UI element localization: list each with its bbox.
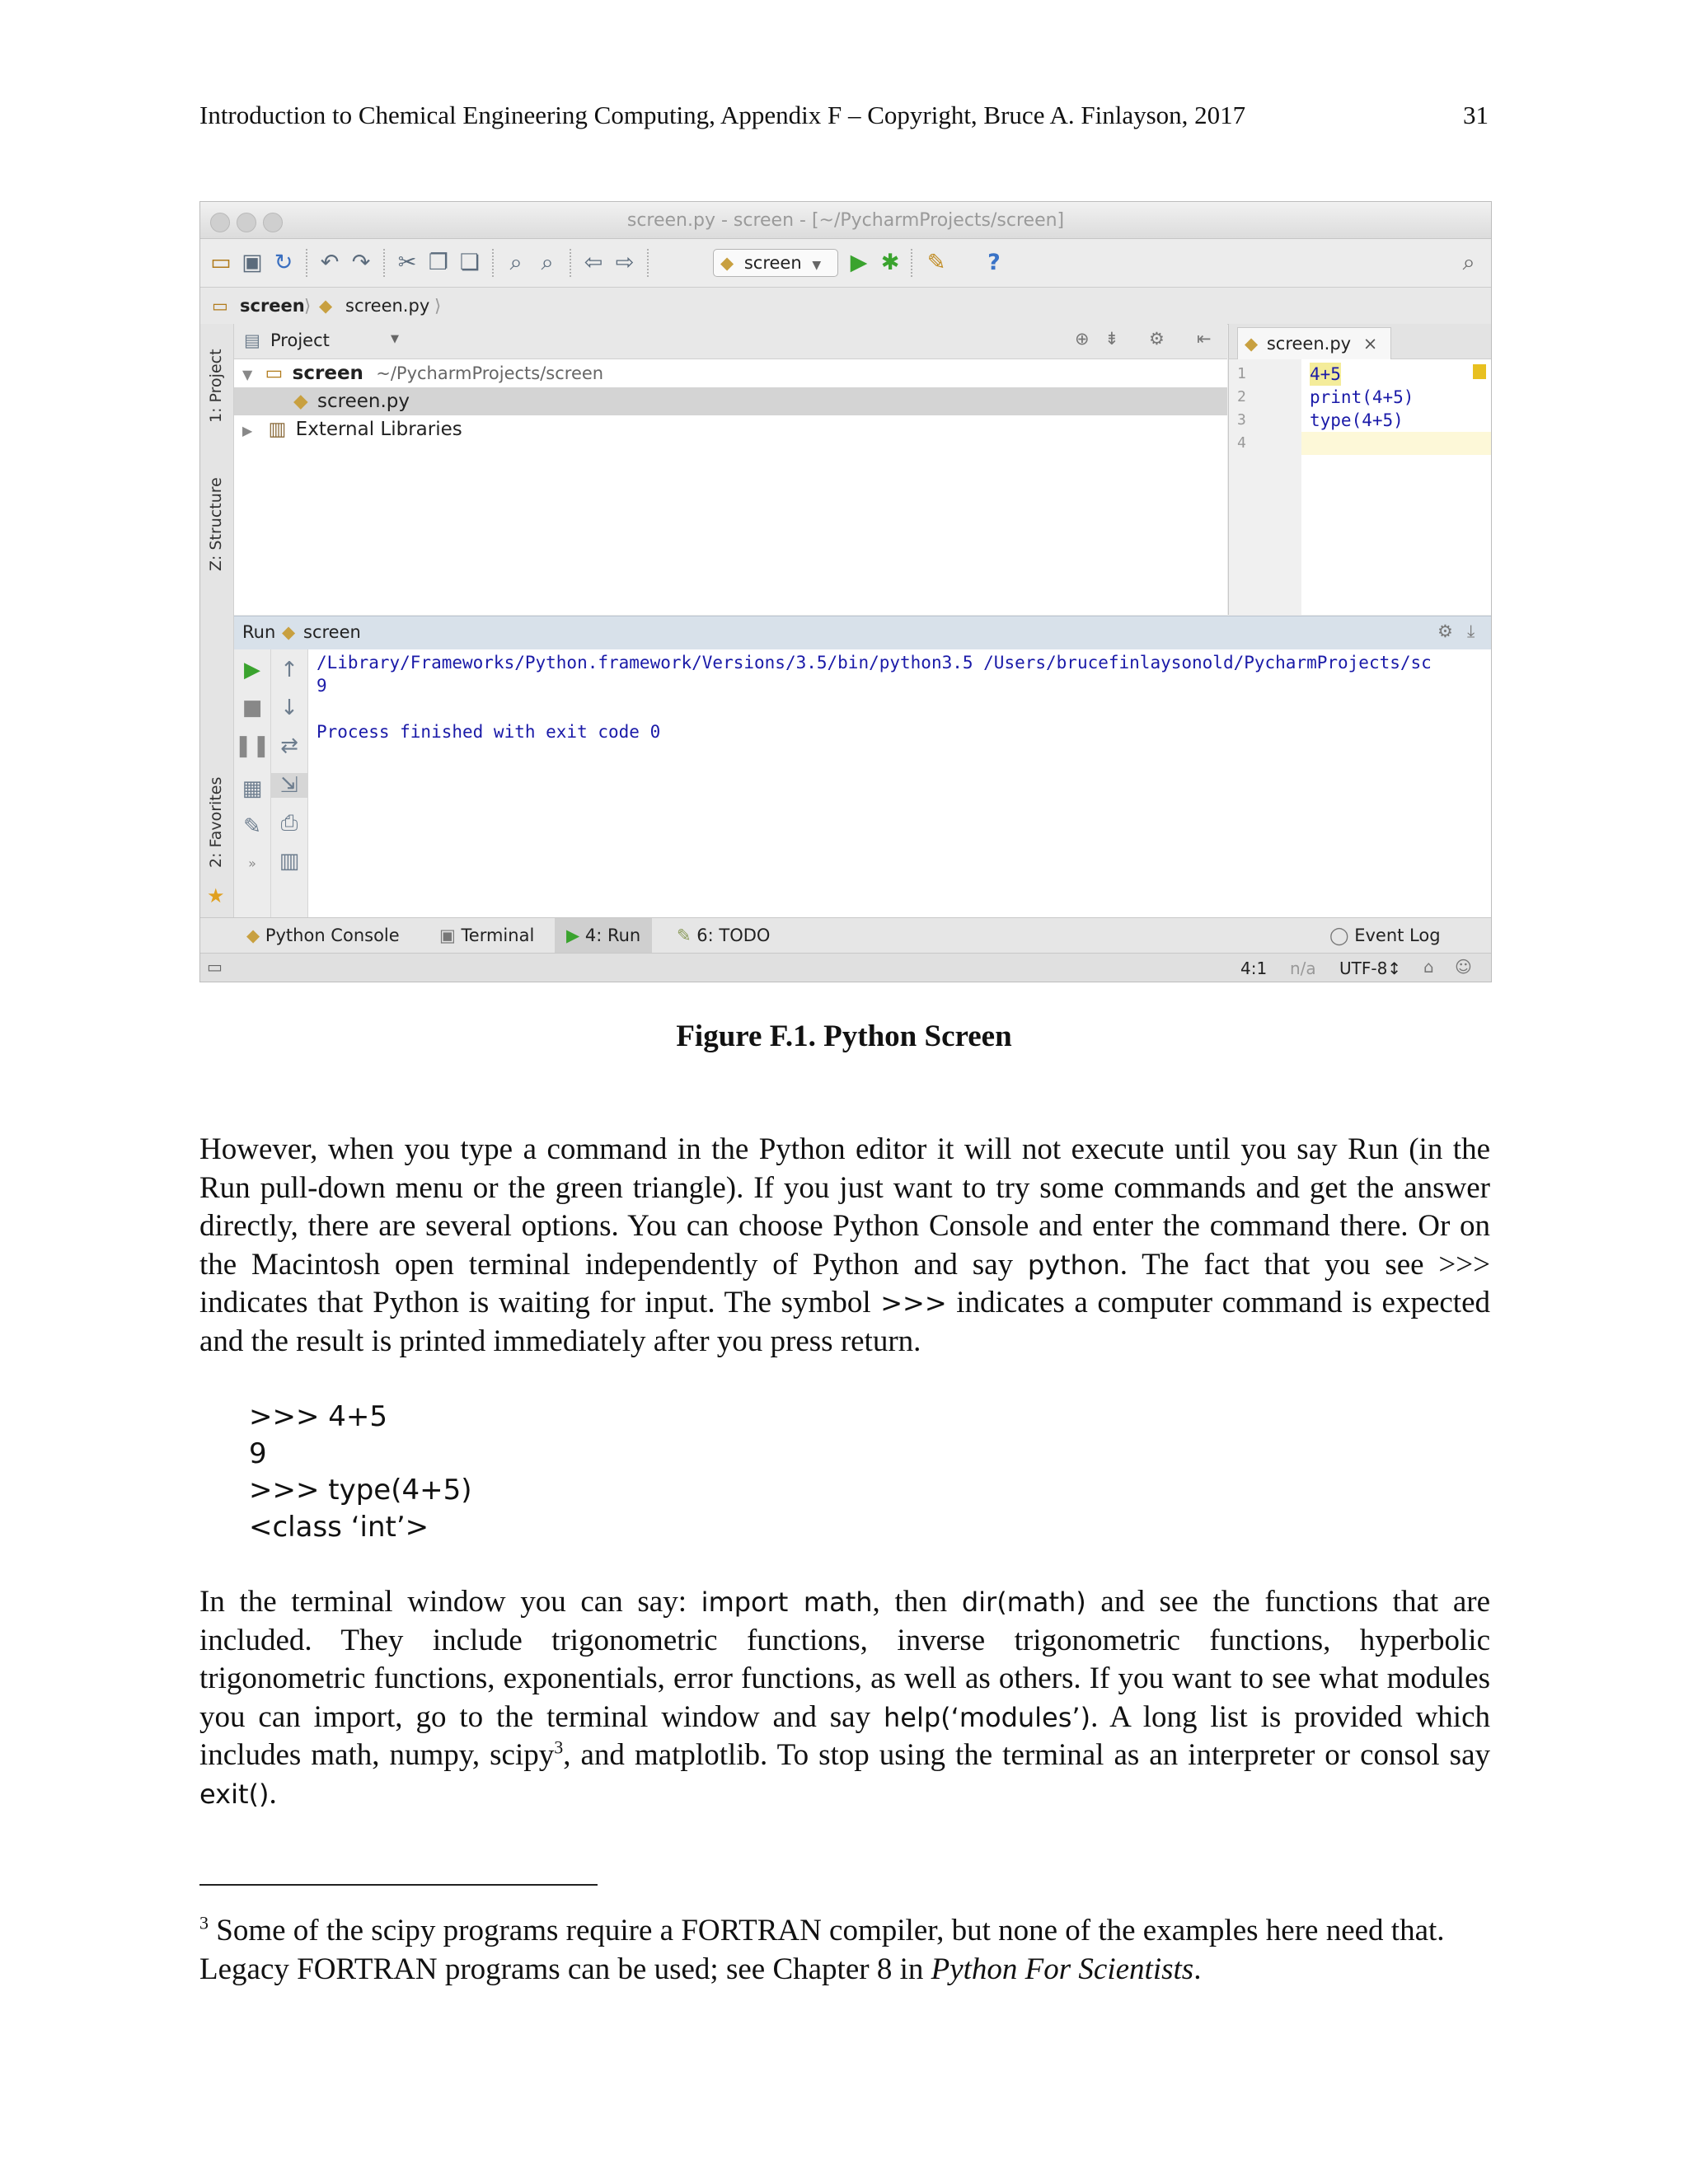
find-icon[interactable]: ⌕	[509, 250, 523, 275]
arrow-down-icon[interactable]: ↓	[280, 696, 298, 720]
library-icon: ▥	[268, 419, 287, 440]
structure-tool-button[interactable]: Z: Structure	[207, 477, 225, 571]
speech-bubble-icon: ◯	[1329, 926, 1349, 945]
pause-icon[interactable]: ❚❚	[234, 733, 270, 758]
line-number-gutter: 1 2 3 4	[1228, 359, 1302, 615]
window-titlebar	[200, 202, 1491, 239]
tree-item-screen-py[interactable]: ◆ screen.py	[234, 387, 1227, 415]
run-icon[interactable]: ▶	[850, 250, 868, 275]
tab-todo[interactable]: ✎ 6: TODO	[677, 926, 771, 945]
tree-item-screen[interactable]: ▼ ▭ screen ~/PycharmProjects/screen	[242, 363, 604, 384]
debug-icon[interactable]: ✱	[880, 250, 900, 275]
open-folder-icon[interactable]: ▭	[210, 250, 232, 275]
redo-icon[interactable]: ↷	[351, 250, 371, 275]
scroll-to-end-icon[interactable]: ⇲	[271, 773, 307, 798]
more-icon[interactable]: »	[248, 855, 256, 871]
bottom-tool-tabs	[200, 917, 1491, 953]
main-toolbar	[200, 239, 1491, 288]
event-log-button[interactable]: ◯ Event Log	[1329, 926, 1441, 945]
code-line: 9	[249, 1436, 267, 1470]
sync-icon[interactable]: ↻	[274, 250, 293, 275]
tab-run[interactable]: ▶ 4: Run	[555, 918, 652, 953]
soft-wrap-icon[interactable]: ⇄	[280, 733, 298, 758]
console-line: Process finished with exit code 0	[316, 722, 661, 742]
console-line: 9	[316, 676, 327, 696]
paste-icon[interactable]: ❏	[459, 250, 481, 275]
print-icon[interactable]: ⎙	[280, 811, 298, 836]
project-tool-button[interactable]: 1: Project	[207, 349, 225, 423]
code-line: >>> type(4+5)	[249, 1474, 472, 1507]
project-view-icon: ▤	[244, 330, 260, 350]
status-bar	[200, 953, 1491, 982]
code-example	[249, 1399, 472, 1545]
hide-pane-icon[interactable]: ⇤	[1197, 329, 1212, 349]
footnote-rule	[199, 1884, 598, 1886]
footnote-3: $^3$ Some of the scipy programs require a FORTRAN compiler, but none of the examples here need that. Legacy FORTRAN programs can be used; see Chapter 8 in Python For Scientists.	[199, 1912, 1445, 1986]
code-line: 4+5	[1310, 364, 1341, 384]
back-icon[interactable]: ⇦	[584, 250, 603, 275]
tab-python-console[interactable]: ◆ Python Console	[246, 926, 400, 945]
gear-icon[interactable]: ⚙	[1149, 329, 1165, 349]
chevron-down-icon: ▼	[812, 259, 822, 272]
figure-caption: Figure F.1. Python Screen	[676, 1019, 1012, 1053]
navigation-bar	[200, 288, 1491, 325]
gear-icon[interactable]: ⚙	[1437, 621, 1453, 641]
python-file-icon: ◆	[720, 253, 734, 273]
breadcrumb-file[interactable]: screen.py	[345, 296, 430, 316]
settings-wrench-icon[interactable]: ✎	[926, 250, 946, 275]
python-file-icon: ◆	[1245, 334, 1259, 354]
tree-item-external-libraries[interactable]: ▶ ▥ External Libraries	[242, 419, 462, 440]
paragraph-2: In the terminal window you can say: import math, then dir(math) and see the functions that are included. They include trigonometric functions, inverse trigonometric functions, hyperbolic trigonometric functions, exponentials, error functions, as well as others. If you want to see what modules you can import, go to the terminal window and say help(‘modules’). A long list is provided which includes math, numpy, scipy$^3$, and matplotlib. To stop using the terminal as an interpreter or consol say exit().	[199, 1585, 1491, 1811]
code-line: <class ‘int’>	[249, 1510, 429, 1544]
editor-tab-screen-py[interactable]: ◆ screen.py ×	[1237, 327, 1391, 359]
undo-icon[interactable]: ↶	[320, 250, 340, 275]
caret-position[interactable]: 4:1	[1240, 958, 1268, 978]
code-line: print(4+5)	[1310, 387, 1414, 407]
stop-icon[interactable]: ■	[241, 696, 263, 720]
run-console-output[interactable]	[308, 649, 1491, 917]
star-icon: ★	[207, 884, 225, 907]
locate-icon[interactable]: ⊕	[1075, 329, 1090, 349]
run-configuration-select[interactable]: ◆ screen ▼	[713, 249, 838, 277]
terminal-icon: ▣	[439, 926, 456, 945]
project-pane-header	[234, 324, 1227, 359]
breadcrumb-separator: ⟩	[304, 296, 312, 316]
footnote-reference[interactable]: 3	[554, 1736, 564, 1758]
file-encoding[interactable]: UTF-8↕	[1339, 958, 1402, 978]
run-icon: ▶	[566, 926, 580, 945]
console-line: /Library/Frameworks/Python.framework/Versions/3.5/bin/python3.5 /Users/brucefinlaysonold/PycharmProjects/sc	[316, 653, 1432, 673]
lock-icon[interactable]: ⌂	[1423, 957, 1434, 977]
python-file-icon: ◆	[282, 622, 296, 642]
inspector-icon[interactable]: ☺	[1455, 957, 1472, 977]
pin-icon[interactable]: ✎	[243, 814, 261, 839]
project-tree	[234, 359, 1227, 615]
line-separator: n/a	[1290, 958, 1316, 978]
code-line: type(4+5)	[1310, 410, 1404, 430]
footnote-marker: 3	[199, 1912, 209, 1933]
toggle-tool-windows-icon[interactable]: ▭	[207, 957, 223, 977]
run-window-header: Run ◆ screen ⚙ ⤓	[234, 616, 1491, 650]
run-toolbar-primary	[234, 649, 271, 917]
python-icon: ◆	[246, 926, 260, 945]
todo-icon: ✎	[677, 926, 692, 945]
favorites-tool-button[interactable]: 2: Favorites	[207, 776, 225, 868]
forward-icon[interactable]: ⇨	[615, 250, 635, 275]
save-icon[interactable]: ▣	[241, 250, 263, 275]
close-icon[interactable]: ×	[1362, 334, 1378, 354]
search-everywhere-icon[interactable]: ⌕	[1462, 250, 1475, 275]
paragraph-1: However, when you type a command in the Python editor it will not execute until you say Run (in the Run pull-down menu or the green triangle). If you just want to try some commands and get the answer directly, there are several options. You can choose Python Console and enter the command there. Or on the Macintosh open terminal independently of Python and say python. The fact that you see >>> indicates that Python is waiting for input. The symbol >>> indicates a computer command is expected and the result is printed immediately after you press return.	[199, 1132, 1490, 1358]
hide-icon[interactable]: ⤓	[1467, 621, 1475, 641]
code-line: >>> 4+5	[249, 1400, 388, 1433]
warning-marker[interactable]	[1473, 364, 1486, 379]
help-icon[interactable]: ?	[987, 250, 1001, 275]
rerun-icon[interactable]: ▶	[244, 658, 260, 682]
run-tab[interactable]: screen	[303, 622, 361, 642]
python-file-icon: ◆	[293, 391, 308, 412]
editor-tabs	[1228, 324, 1492, 359]
breadcrumb-project[interactable]: screen	[240, 296, 305, 316]
chevron-down-icon[interactable]: ▼	[391, 333, 399, 345]
collapse-all-icon[interactable]: ⇟	[1104, 329, 1119, 349]
layout-icon[interactable]: ▦	[241, 776, 263, 801]
project-view-select[interactable]: Project	[270, 330, 330, 350]
python-file-icon: ◆	[319, 296, 333, 316]
pycharm-screenshot	[199, 201, 1492, 982]
folder-icon: ▭	[212, 296, 228, 316]
breadcrumb-separator: ⟩	[434, 296, 442, 316]
running-header: Introduction to Chemical Engineering Computing, Appendix F – Copyright, Bruce A. Finlayson, 2017	[199, 101, 1246, 129]
page-number: 31	[1463, 101, 1489, 129]
folder-icon: ▭	[265, 363, 284, 384]
window-title: screen.py - screen - [~/PycharmProjects/screen]	[626, 210, 1065, 231]
run-toolbar-secondary	[271, 649, 308, 917]
chevron-right-icon[interactable]: ▶	[242, 423, 253, 438]
chevron-down-icon[interactable]: ▼	[242, 367, 253, 382]
tab-terminal[interactable]: ▣ Terminal	[439, 926, 535, 945]
book-title: Python For Scientists	[931, 1952, 1194, 1986]
cut-icon[interactable]: ✂	[397, 250, 417, 275]
copy-icon[interactable]: ❐	[428, 250, 449, 275]
replace-icon[interactable]: ⌕	[541, 250, 554, 275]
code-editor[interactable]	[1301, 359, 1491, 615]
arrow-up-icon[interactable]: ↑	[280, 658, 298, 682]
left-tool-strip	[200, 324, 234, 917]
trash-icon[interactable]: ▥	[279, 849, 300, 874]
